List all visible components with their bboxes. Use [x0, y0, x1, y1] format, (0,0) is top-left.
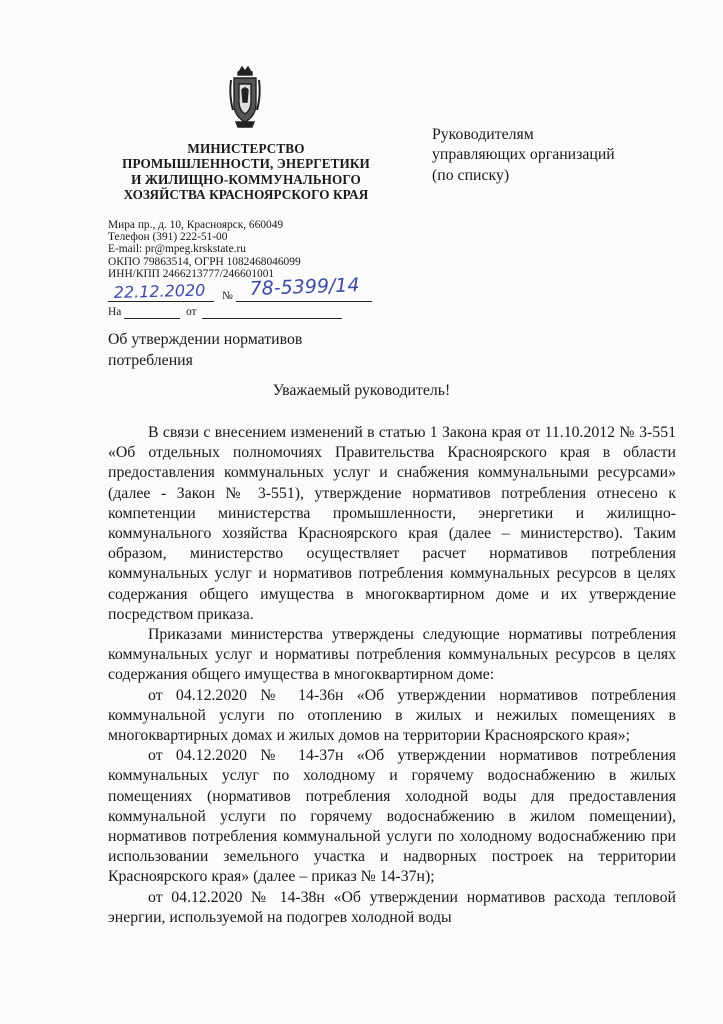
- ministry-name-line: И ЖИЛИЩНО-КОММУНАЛЬНОГО: [131, 171, 361, 187]
- ot-label: от: [186, 306, 197, 318]
- contact-phone: Телефон (391) 222-51-00: [108, 231, 228, 244]
- body-paragraph: от 04.12.2020 № 14-37н «Об утверждении нормативов потребления коммунальных услуг по холодному и горячему водоснабжению в жилых помещениях (нормативов потребления холодной воды для предоставления коммунальной услуги по горячему водоснабжению в жилом помещении), нормативов потребления коммунальной услуги по холодному водоснабжению при использовании земельного участка и надворных построек на территории Красноярского края» (далее – приказ № 14-37н);: [108, 747, 676, 886]
- subject-line: Об утверждении нормативов: [108, 331, 303, 348]
- ministry-contacts: [108, 219, 398, 280]
- na-label: На: [108, 306, 122, 318]
- addressee-line: управляющих организаций: [432, 146, 615, 164]
- body-paragraph: от 04.12.2020 № 14-36н «Об утверждении нормативов потребления коммунальной услуги по отоплению в жилых и нежилых помещениях в многоквартирных домах и жилых домов на территории Красноярского края»;: [108, 686, 676, 745]
- body-paragraph: от 04.12.2020 № 14-38н «Об утверждении нормативов расхода тепловой энергии, используемой на подогрев холодной воды: [108, 888, 676, 926]
- contact-inn: ИНН/КПП 2466213777/246601001: [108, 267, 275, 280]
- subject-line: потребления: [108, 352, 193, 369]
- body-paragraph: Приказами министерства утверждены следующие нормативы потребления коммунальных услуг и нормативы потребления коммунальных ресурсов в целях содержания общего имущества в многоквартирном доме:: [108, 626, 676, 684]
- ministry-name: [112, 141, 380, 203]
- greeting: Уважаемый руководитель!: [272, 382, 451, 399]
- coat-of-arms-emblem: [228, 66, 262, 128]
- addressee-line: (по списку): [432, 166, 510, 184]
- handwritten-date: 22.12.2020: [113, 280, 206, 302]
- ot-blank-line: [202, 318, 342, 319]
- ministry-name-line: ПРОМЫШЛЕННОСТИ, ЭНЕРГЕТИКИ: [122, 156, 370, 172]
- letter-subject: [108, 329, 388, 371]
- addressee-block: [432, 125, 692, 186]
- handwritten-number: 78-5399/14: [249, 274, 360, 300]
- body-paragraph: В связи с внесением изменений в статью 1 Закона края от 11.10.2012 № 3-551 «Об отдельных полномочиях Правительства Красноярского края в области предоставления коммунальных услуг и снабжения коммунальными ресурсами» (далее - Закон № 3-551), утверждение нормативов потребления отнесено к компетенции министерства промышленности, энергетики и жилищно-коммунального хозяйства Красноярского края (далее – министерство). Таким образом, министерство осуществляет расчет нормативов потребления коммунальных услуг и нормативов потребления коммунальных ресурсов в целях содержания общего имущества в многоквартирном доме и их утверждение посредством приказа.: [108, 424, 676, 623]
- number-label: №: [222, 290, 233, 302]
- contact-email: E-mail: pr@mpeg.krskstate.ru: [108, 243, 246, 256]
- number-blank-line: [236, 301, 372, 302]
- ministry-name-line: ХОЗЯЙСТВА КРАСНОЯРСКОГО КРАЯ: [123, 187, 369, 203]
- letter-body: [108, 423, 676, 928]
- contact-okpo: ОКПО 79863514, ОГРН 1082468046099: [108, 255, 301, 268]
- contact-address: Мира пр., д. 10, Красноярск, 660049: [108, 219, 284, 231]
- addressee-line: Руководителям: [432, 126, 534, 143]
- na-blank-line: [124, 318, 180, 319]
- ministry-name-line: МИНИСТЕРСТВО: [187, 141, 305, 156]
